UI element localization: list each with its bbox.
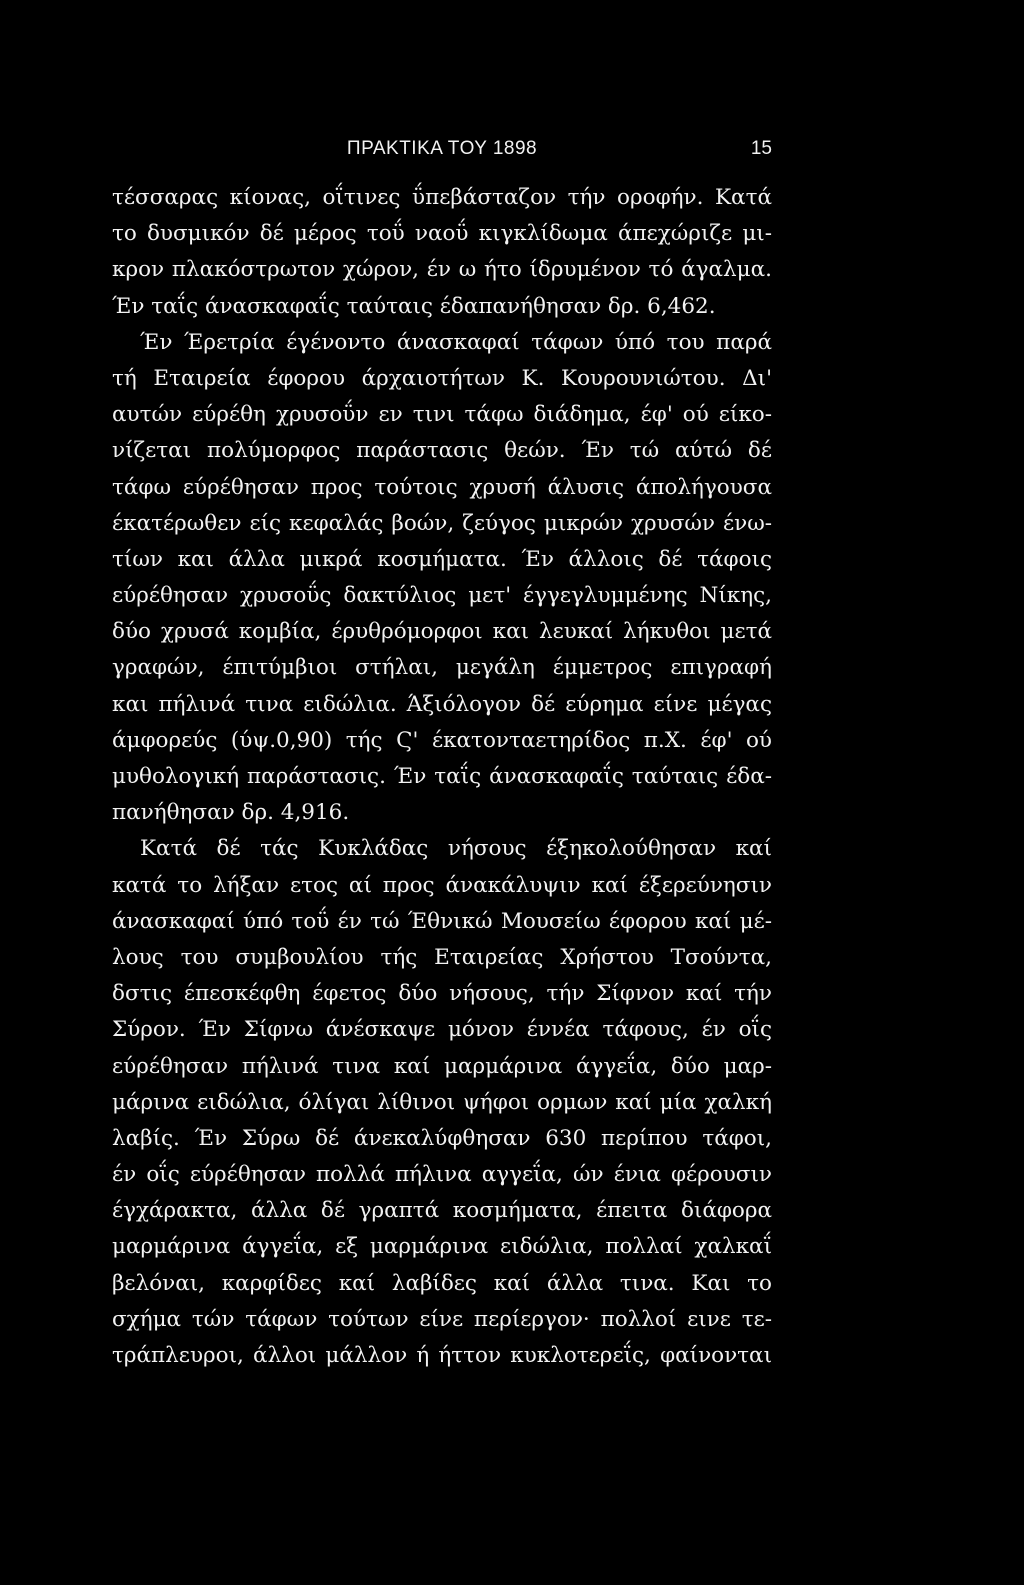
text-line: το δυσμικόν δέ μέρος τοΰ ναοΰ κιγκλίδωμα άπεχώριζε μι- (112, 221, 772, 247)
text-line: τέσσαρας κίονας, οΐτινες ΰπεβάσταζον τήν οροφήν. Κατά (112, 185, 772, 210)
text-line: έν οΐς εύρέθησαν πολλά πήλινα αγγεΐα, ών ένια φέρουσιν (112, 1162, 772, 1188)
text-line: και πήλινά τινα ειδώλια. Άξιόλογον δέ εύρημα είνε μέγας (112, 691, 772, 717)
text-line: άνασκαφαί ύπό τοΰ έν τώ Έθνικώ Μουσείω έφορου καί μέ- (112, 908, 772, 934)
text-line: Έν ταΐς άνασκαφαΐς ταύταις έδαπανήθησαν δρ. 6,462. (112, 293, 716, 319)
text-line: μυθολογική παράστασις. Έν ταΐς άνασκαφαΐς ταύταις έδα- (112, 764, 772, 789)
text-line: κατά το λήξαν ετος αί προς άνακάλυψιν καί έξερεύνησιν (112, 872, 772, 898)
text-line: αυτών εύρέθη χρυσοΰν εν τινι τάφω διάδημα, έφ' ού είκο- (112, 402, 772, 428)
text-line: Κατά δέ τάς Κυκλάδας νήσους έξηκολούθησαν καί (140, 836, 772, 862)
text-line: τή Εταιρεία έφορου άρχαιοτήτων Κ. Κουρουνιώτου. Δι' (112, 365, 772, 391)
text-line: έγχάρακτα, άλλα δέ γραπτά κοσμήματα, έπειτα διάφορα (112, 1198, 772, 1224)
text-line: δύο χρυσά κομβία, έρυθρόμορφοι και λευκαί λήκυθοι μετά (112, 619, 772, 645)
running-title: ΠΡΑΚΤΙΚΑ ΤΟΥ 1898 (346, 138, 538, 159)
text-line: τράπλευροι, άλλοι μάλλον ή ήττον κυκλοτερεΐς, φαίνονται (112, 1343, 772, 1368)
text-line: γραφών, έπιτύμβιοι στήλαι, μεγάλη έμμετρος επιγραφή (112, 655, 772, 681)
text-line: κρον πλακόστρωτον χώρον, έν ω ήτο ίδρυμένον τό άγαλμα. (112, 257, 772, 283)
text-line: λαβίς. Έν Σύρω δέ άνεκαλύφθησαν 630 περίπου τάφοι, (112, 1125, 772, 1151)
text-line: Έν Έρετρία έγένοντο άνασκαφαί τάφων ύπό του παρά (140, 329, 772, 355)
text-line: δστις έπεσκέφθη έφετος δύο νήσους, τήν Σίφνον καί τήν (112, 981, 772, 1007)
text-line: εύρέθησαν πήλινά τινα καί μαρμάρινα άγγεΐα, δύο μαρ- (112, 1053, 772, 1079)
text-line: βελόναι, καρφίδες καί λαβίδες καί άλλα τινα. Και το (112, 1270, 772, 1296)
text-line: λους του συμβουλίου τής Εταιρείας Χρήστου Τσούντα, (112, 944, 772, 970)
text-line: σχήμα τών τάφων τούτων είνε περίεργον· πολλοί εινε τε- (112, 1306, 772, 1332)
text-line: άμφορεύς (ύψ.0,90) τής Ϛ' έκατονταετηρίδος π.Χ. έφ' ού (112, 727, 772, 753)
page-number: 15 (750, 138, 772, 159)
text-line: Σύρον. Έν Σίφνω άνέσκαψε μόνον έννέα τάφους, έν οΐς (112, 1017, 772, 1043)
text-line: νίζεται πολύμορφος παράστασις θεών. Έν τώ αύτώ δέ (112, 438, 772, 464)
text-line: πανήθησαν δρ. 4,916. (112, 800, 350, 826)
text-line: έκατέρωθεν είς κεφαλάς βοών, ζεύγος μικρών χρυσών ένω- (112, 510, 772, 536)
text-line: τίων και άλλα μικρά κοσμήματα. Έν άλλοις δέ τάφοις (112, 546, 772, 572)
text-line: μάρινα ειδώλια, όλίγαι λίθινοι ψήφοι ορμων καί μία χαλκή (112, 1089, 772, 1115)
text-line: εύρέθησαν χρυσοΰς δακτύλιος μετ' έγγεγλυμμένης Νίκης, (112, 583, 772, 609)
running-head (112, 134, 772, 164)
text-line: τάφω εύρέθησαν προς τούτοις χρυσή άλυσις άπολήγουσα (112, 474, 772, 500)
text-line: μαρμάρινα άγγεΐα, εξ μαρμάρινα ειδώλια, πολλαί χαλκαΐ (112, 1234, 772, 1260)
body-text (112, 180, 772, 1374)
